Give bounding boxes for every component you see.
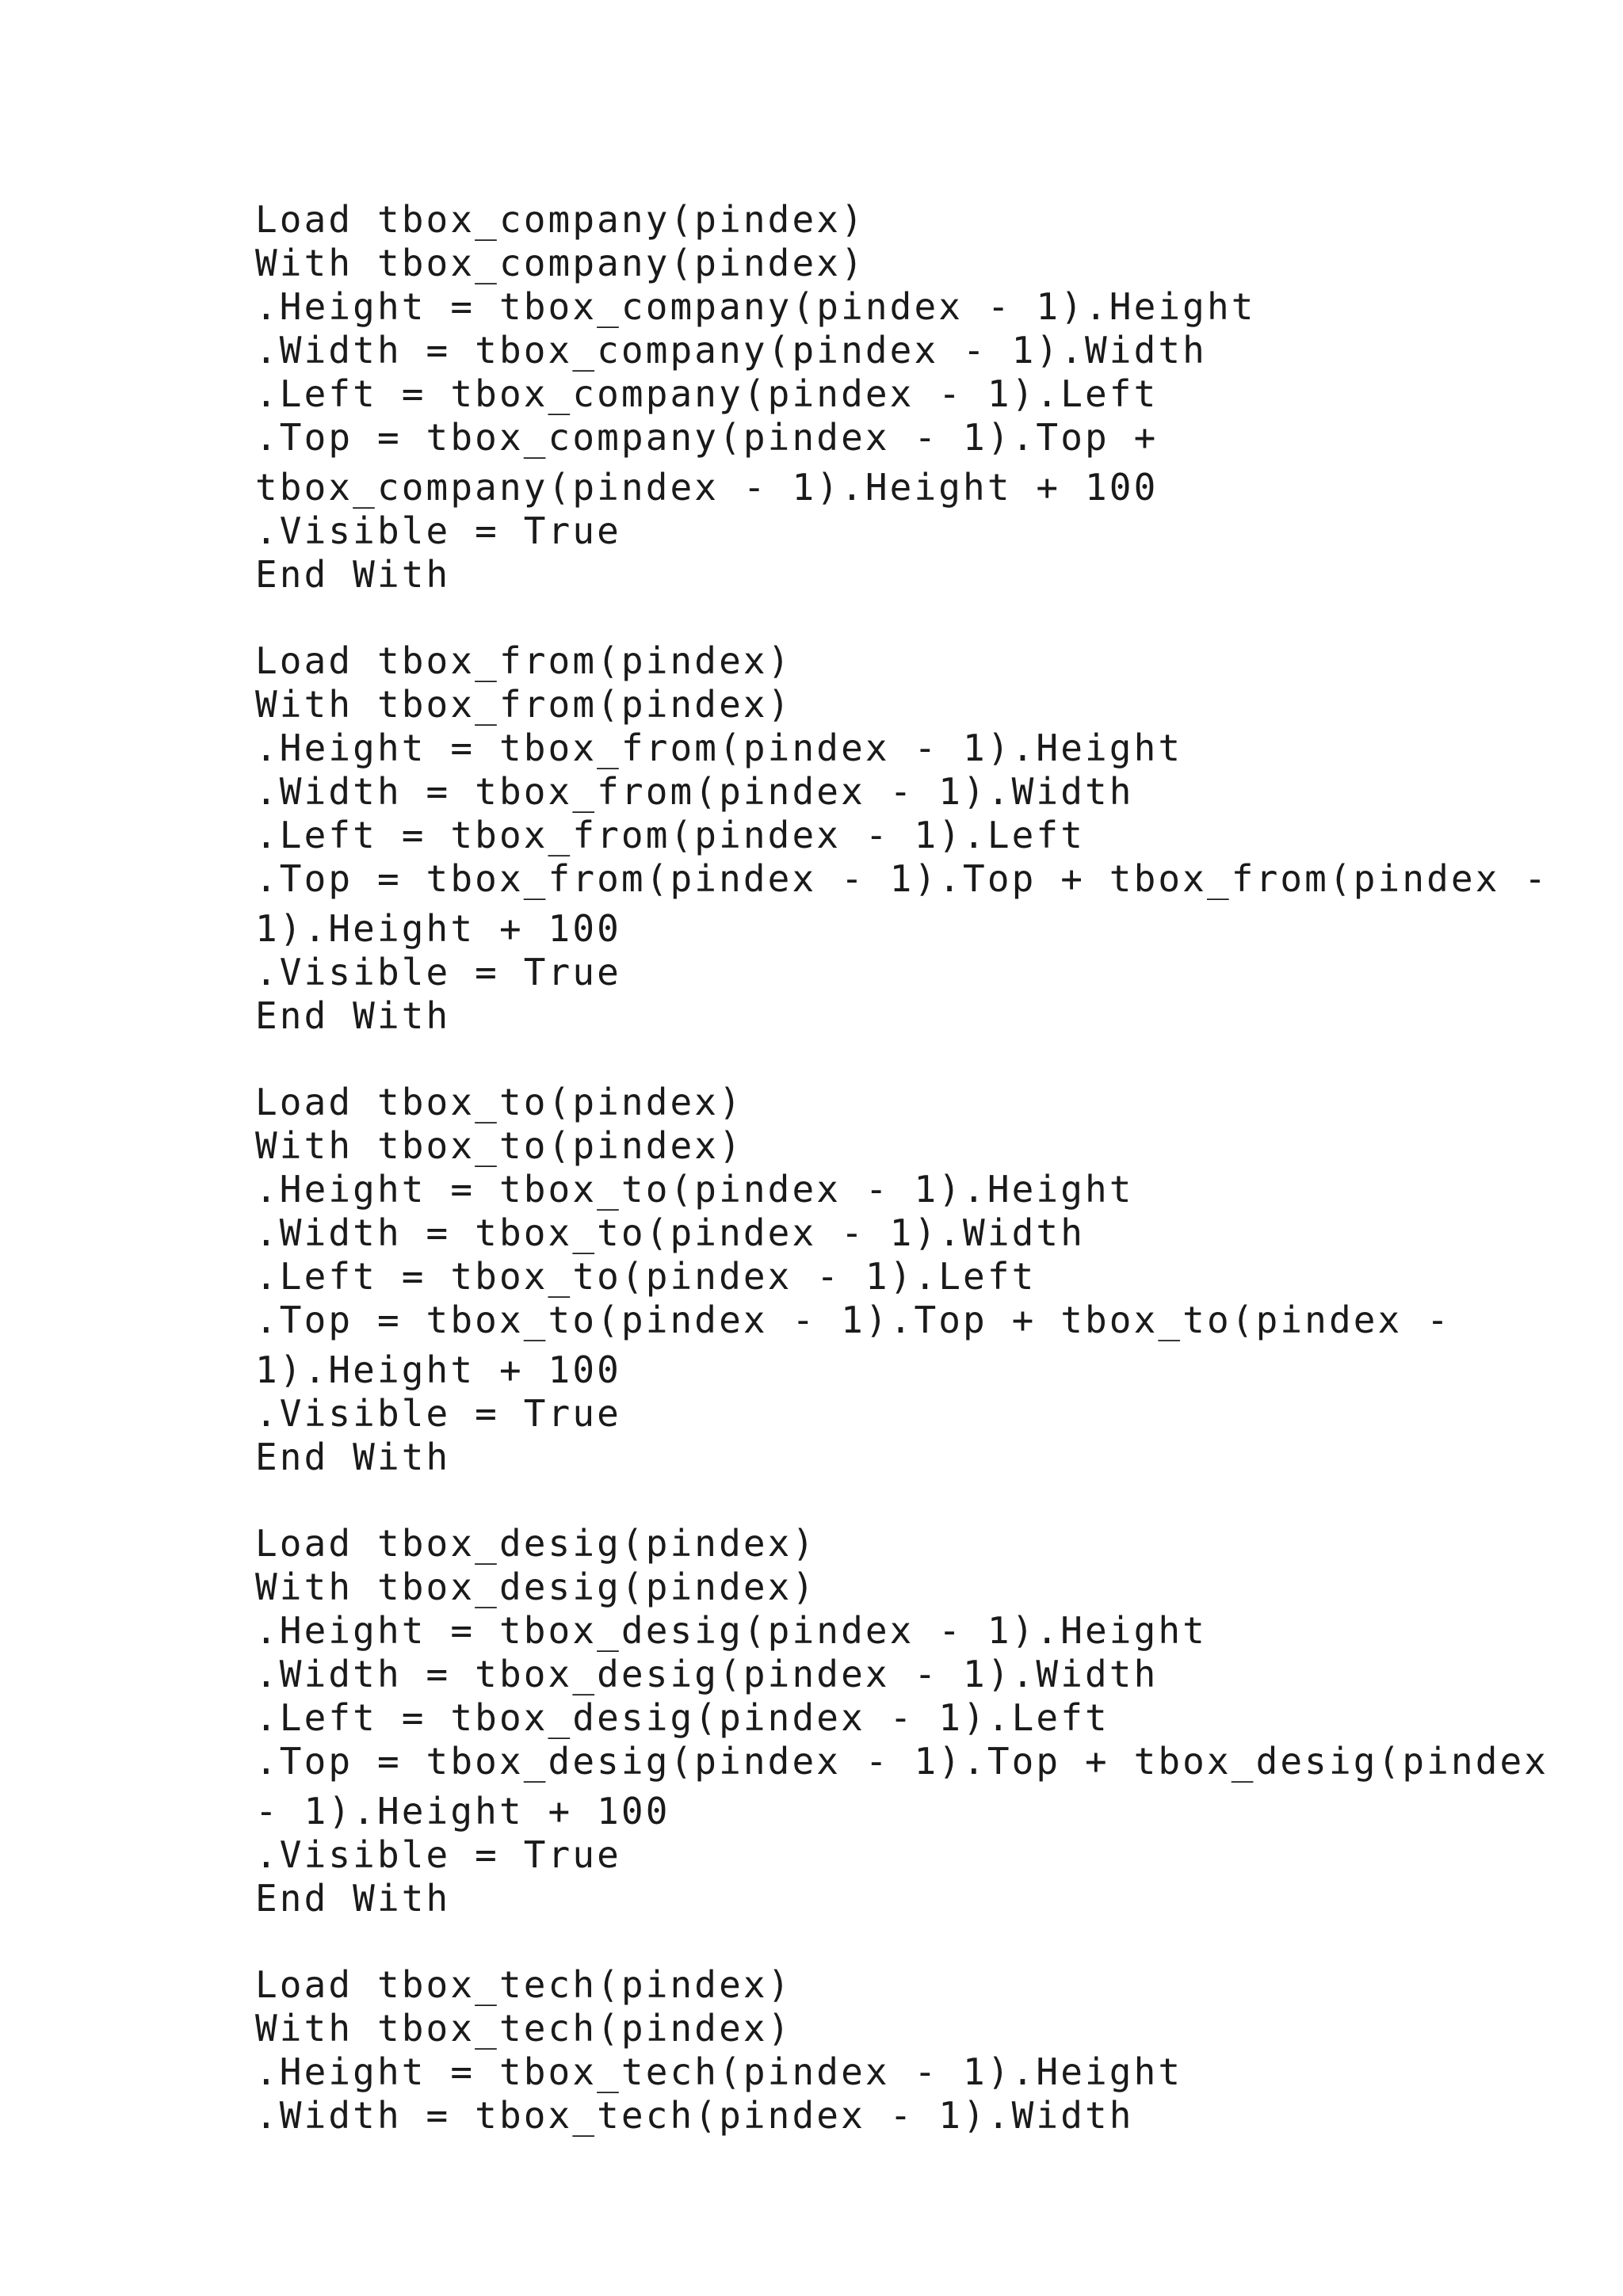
code-line: .Top = tbox_company(pindex - 1).Top + (255, 416, 1159, 459)
code-line: .Height = tbox_company(pindex - 1).Height (255, 285, 1256, 328)
code-line: .Left = tbox_to(pindex - 1).Left (255, 1255, 1037, 1298)
code-line: .Width = tbox_company(pindex - 1).Width (255, 329, 1207, 372)
code-line: .Height = tbox_to(pindex - 1).Height (255, 1168, 1134, 1211)
code-line: .Width = tbox_to(pindex - 1).Width (255, 1211, 1086, 1254)
code-line: End With (255, 1877, 451, 1920)
code-line: Load tbox_tech(pindex) (255, 1963, 792, 2006)
code-line: Load tbox_desig(pindex) (255, 1522, 817, 1565)
code-line: Load tbox_from(pindex) (255, 639, 792, 682)
code-line: .Height = tbox_from(pindex - 1).Height (255, 727, 1183, 769)
code-line-continuation: - 1).Height + 100 (255, 1790, 670, 1833)
code-line: .Width = tbox_desig(pindex - 1).Width (255, 1653, 1159, 1695)
code-line: .Height = tbox_desig(pindex - 1).Height (255, 1609, 1207, 1652)
code-line: .Height = tbox_tech(pindex - 1).Height (255, 2050, 1183, 2093)
code-line: .Visible = True (255, 1392, 621, 1435)
code-line: .Visible = True (255, 1833, 621, 1876)
code-line: .Left = tbox_company(pindex - 1).Left (255, 372, 1159, 415)
code-line: End With (255, 994, 451, 1037)
code-block-tech (255, 1963, 1491, 2138)
code-line: With tbox_company(pindex) (255, 242, 865, 284)
code-line: End With (255, 1436, 451, 1478)
code-line: With tbox_tech(pindex) (255, 2007, 792, 2050)
code-line: End With (255, 553, 451, 596)
code-block-company (255, 198, 1491, 597)
code-line: .Top = tbox_desig(pindex - 1).Top + tbox_desig(pindex (255, 1740, 1549, 1783)
code-block-to (255, 1081, 1491, 1479)
code-line: .Width = tbox_from(pindex - 1).Width (255, 770, 1134, 813)
code-line-continuation: 1).Height + 100 (255, 1348, 621, 1391)
code-line-continuation: tbox_company(pindex - 1).Height + 100 (255, 466, 1159, 509)
code-line: .Top = tbox_from(pindex - 1).Top + tbox_from(pindex - (255, 857, 1549, 900)
code-line: .Left = tbox_desig(pindex - 1).Left (255, 1696, 1109, 1739)
code-line: With tbox_from(pindex) (255, 683, 792, 726)
code-line-continuation: 1).Height + 100 (255, 907, 621, 950)
code-line: .Left = tbox_from(pindex - 1).Left (255, 814, 1086, 856)
code-listing (255, 198, 1549, 2138)
code-line: .Width = tbox_tech(pindex - 1).Width (255, 2094, 1134, 2137)
code-line: Load tbox_to(pindex) (255, 1081, 743, 1123)
code-line: .Visible = True (255, 509, 621, 552)
code-line: .Top = tbox_to(pindex - 1).Top + tbox_to(pindex - (255, 1299, 1451, 1341)
code-line: With tbox_to(pindex) (255, 1124, 743, 1167)
code-block-from (255, 639, 1549, 1038)
code-line: Load tbox_company(pindex) (255, 198, 865, 241)
code-line: .Visible = True (255, 951, 621, 994)
code-block-desig (255, 1522, 1549, 1920)
code-line: With tbox_desig(pindex) (255, 1566, 817, 1608)
